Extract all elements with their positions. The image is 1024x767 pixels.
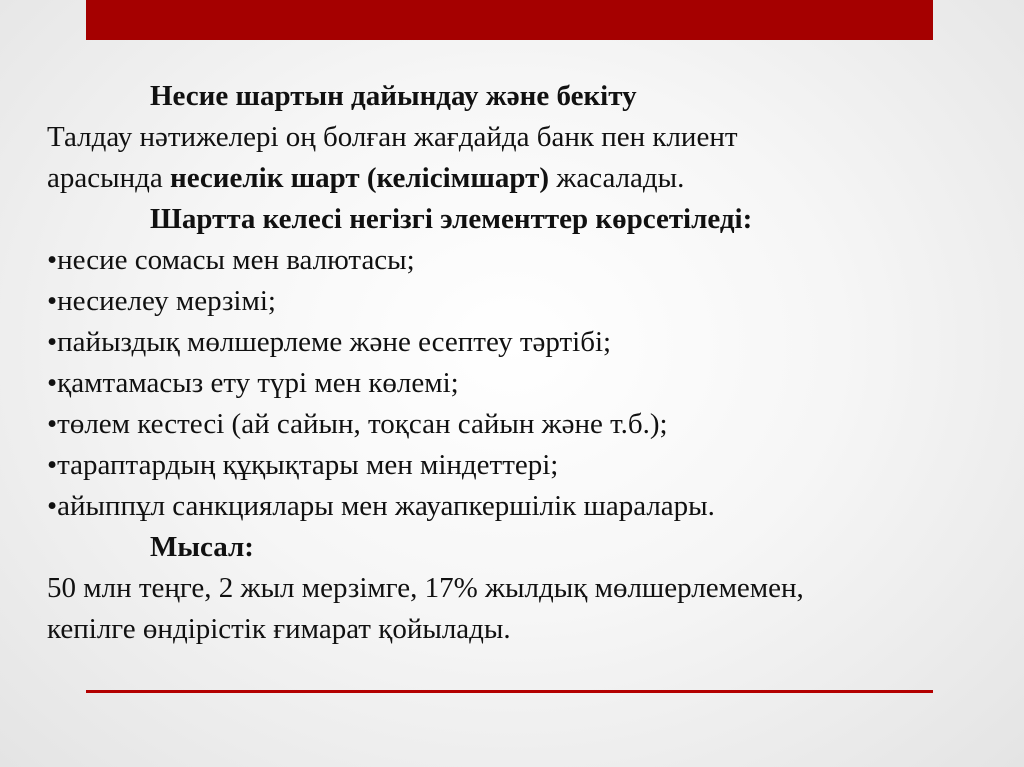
top-accent-bar	[86, 0, 933, 40]
intro-line-2-end: жасалады.	[549, 162, 685, 194]
example-line-2: кепілге өндірістік ғимарат қойылады.	[47, 613, 511, 645]
example-line-1: 50 млн теңге, 2 жыл мерзімге, 17% жылдық мөлшерлемемен,	[47, 572, 804, 604]
bullet-item: •айыппұл санкциялары мен жауапкершілік шаралары.	[47, 490, 715, 522]
slide-title: Несие шартын дайындау және бекіту	[150, 80, 637, 112]
example-heading: Мысал:	[150, 531, 254, 563]
intro-line-2-start: арасында	[47, 162, 170, 194]
intro-line-1: Талдау нәтижелері оң болған жағдайда банк пен клиент	[47, 121, 738, 153]
bullet-item: •несиелеу мерзімі;	[47, 285, 276, 317]
bullet-item: •тараптардың құқықтары мен міндеттері;	[47, 449, 559, 481]
bullet-item: •несие сомасы мен валютасы;	[47, 244, 415, 276]
bullet-item: •пайыздық мөлшерлеме және есептеу тәртібі;	[47, 326, 612, 358]
intro-line-2	[47, 158, 977, 199]
bottom-divider	[86, 690, 933, 693]
contract-term: несиелік шарт (келісімшарт)	[170, 162, 550, 194]
slide-content	[47, 76, 977, 650]
bullet-item: •қамтамасыз ету түрі мен көлемі;	[47, 367, 459, 399]
elements-heading: Шартта келесі негізгі элементтер көрсетіледі:	[150, 203, 753, 235]
bullet-item: •төлем кестесі (ай сайын, тоқсан сайын және т.б.);	[47, 408, 668, 440]
